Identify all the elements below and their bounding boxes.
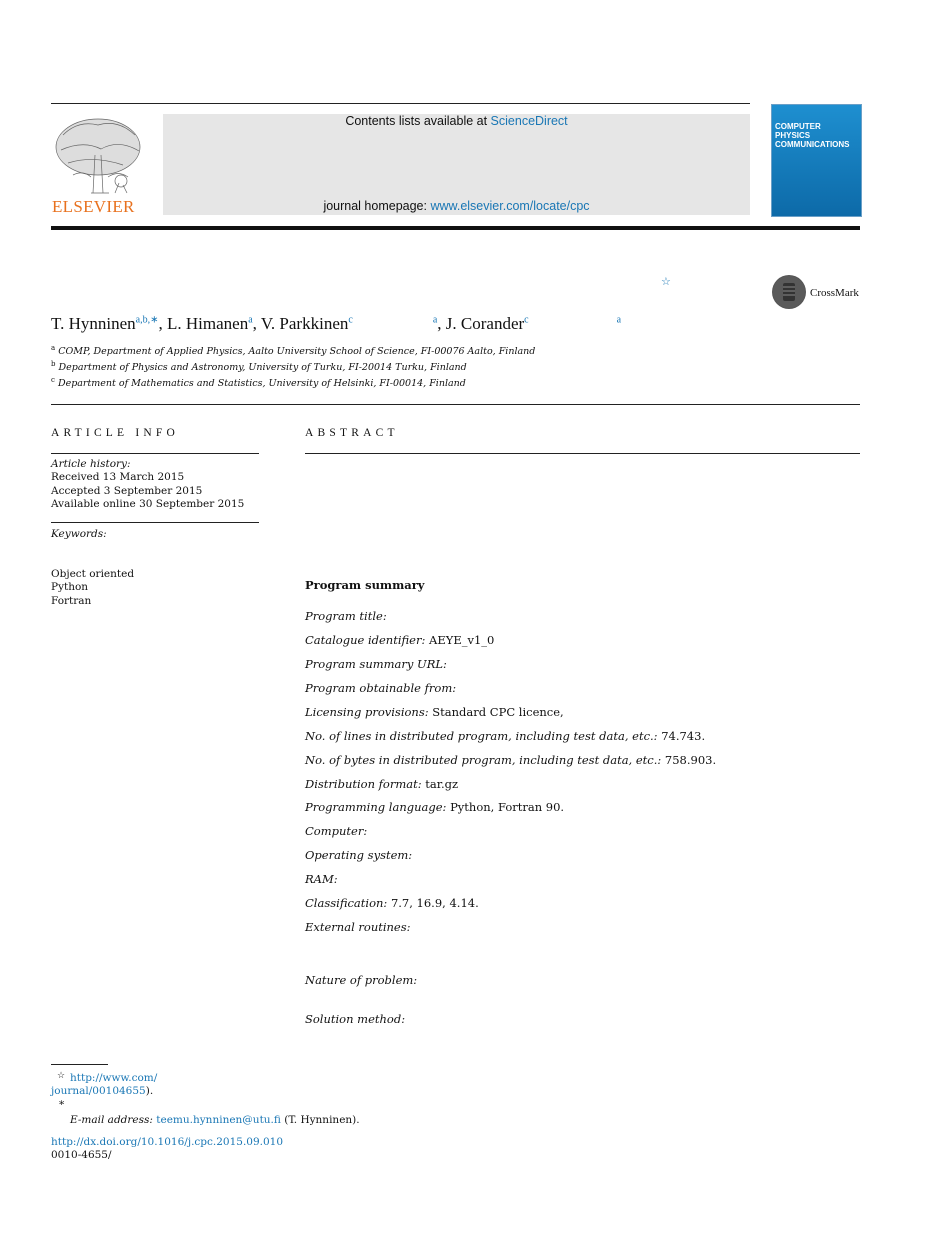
keyword-item: Fortran — [51, 594, 92, 607]
summary-row: Licensing provisions: Standard CPC licence, — [305, 705, 564, 719]
crossmark-label[interactable]: CrossMark — [810, 287, 859, 299]
footnote-link[interactable]: http://www.com/ — [70, 1072, 158, 1084]
summary-row: External routines: — [305, 920, 411, 934]
author-affil-mark[interactable]: a — [248, 314, 253, 326]
contents-line — [163, 114, 750, 128]
history-label: Article history: — [51, 458, 131, 470]
summary-row: Distribution format: tar.gz — [305, 777, 459, 791]
author-name: , J. Corander — [437, 314, 525, 333]
keyword-item: Python — [51, 581, 89, 594]
summary-row: No. of bytes in distributed program, including test data, etc.: 758.903. — [305, 753, 717, 767]
journal-cover — [771, 104, 862, 217]
online-date: Available online 30 September 2015 — [51, 497, 245, 510]
affiliation-b: $^b$ Department of Physics and Astronomy, University of Turku, FI-20014 Turku, Finland — [51, 360, 467, 374]
keywords-rule — [51, 522, 259, 523]
author-affil-mark[interactable]: c — [348, 314, 353, 326]
sciencedirect-link[interactable]: ScienceDirect — [490, 114, 568, 128]
abstract-rule — [305, 453, 860, 454]
footnote-asterisk: ∗ — [58, 1097, 66, 1109]
homepage-prefix: journal homepage: — [323, 199, 431, 213]
homepage-link[interactable]: www.elsevier.com/locate/cpc — [430, 199, 590, 213]
crossmark-icon[interactable] — [772, 275, 806, 309]
summary-row: Solution method: — [305, 1012, 406, 1026]
header-top-rule — [51, 103, 750, 104]
summary-row: Program obtainable from: — [305, 681, 457, 695]
title-star-footnote-mark[interactable]: ☆ — [661, 275, 671, 288]
footnote-link-line: journal/00104655). — [51, 1085, 154, 1097]
author-name: , V. Parkkinen — [252, 314, 349, 333]
elsevier-tree-logo — [53, 115, 143, 195]
author-list — [51, 314, 621, 334]
affiliation-c: $^c$ Department of Mathematics and Statistics, University of Helsinki, FI-00014, Finland — [51, 376, 466, 390]
summary-row: Classification: 7.7, 16.9, 4.14. — [305, 896, 479, 910]
author-affil-mark[interactable]: a,b,∗ — [135, 314, 159, 326]
footnote-rule — [51, 1064, 108, 1065]
contents-prefix: Contents lists available at — [345, 114, 491, 128]
title-bottom-rule — [51, 404, 860, 405]
summary-row: Catalogue identifier: AEYE_v1_0 — [305, 633, 495, 647]
doi-link[interactable]: http://dx.doi.org/10.1016/j.cpc.2015.09.010 — [51, 1136, 284, 1148]
received-date: Received 13 March 2015 — [51, 471, 185, 484]
email-label: E-mail address: — [70, 1114, 153, 1126]
accepted-date: Accepted 3 September 2015 — [51, 484, 203, 497]
header-thick-rule — [51, 226, 860, 230]
author-affil-mark[interactable]: a — [616, 314, 622, 326]
footnote-link-2[interactable]: journal/00104655 — [51, 1085, 146, 1097]
author-name: , L. Himanen — [158, 314, 249, 333]
summary-row: Computer: — [305, 824, 368, 838]
article-info-rule — [51, 453, 259, 454]
summary-row: Operating system: — [305, 848, 413, 862]
email-link[interactable]: teemu.hynninen@utu.fi — [156, 1114, 281, 1126]
summary-row: No. of lines in distributed program, including test data, etc.: 74.743. — [305, 729, 706, 743]
issn: 0010-4655/ — [51, 1149, 112, 1161]
homepage-line — [163, 199, 750, 213]
article-history — [51, 458, 244, 511]
author-affil-mark[interactable]: c — [524, 314, 529, 326]
email-line: E-mail address: teemu.hynninen@utu.fi (T. Hynninen). — [70, 1114, 360, 1126]
abstract-heading: ABSTRACT — [305, 427, 399, 439]
summary-row: RAM: — [305, 872, 338, 886]
author-affil-mark[interactable]: a — [432, 314, 438, 326]
program-summary-heading: Program summary — [305, 578, 425, 592]
article-info-heading: ARTICLE INFO — [51, 427, 179, 439]
author-name: T. Hynninen — [51, 314, 136, 333]
keyword-list — [51, 568, 134, 608]
keyword-item: Object oriented — [51, 568, 135, 580]
footnote-star-mark: ☆ — [57, 1071, 66, 1081]
summary-row: Program summary URL: — [305, 657, 447, 671]
publisher-name: ELSEVIER — [52, 197, 135, 216]
cover-title: COMPUTER PHYSICS COMMUNICATIONS — [775, 122, 850, 149]
affiliation-a: $^a$ COMP, Department of Applied Physics, Aalto University School of Science, FI-00076 Aalto, Finland — [51, 344, 536, 358]
summary-row: Programming language: Python, Fortran 90. — [305, 800, 565, 814]
keywords-label: Keywords: — [51, 528, 107, 540]
summary-row: Nature of problem: — [305, 973, 418, 987]
summary-row: Program title: — [305, 609, 387, 623]
